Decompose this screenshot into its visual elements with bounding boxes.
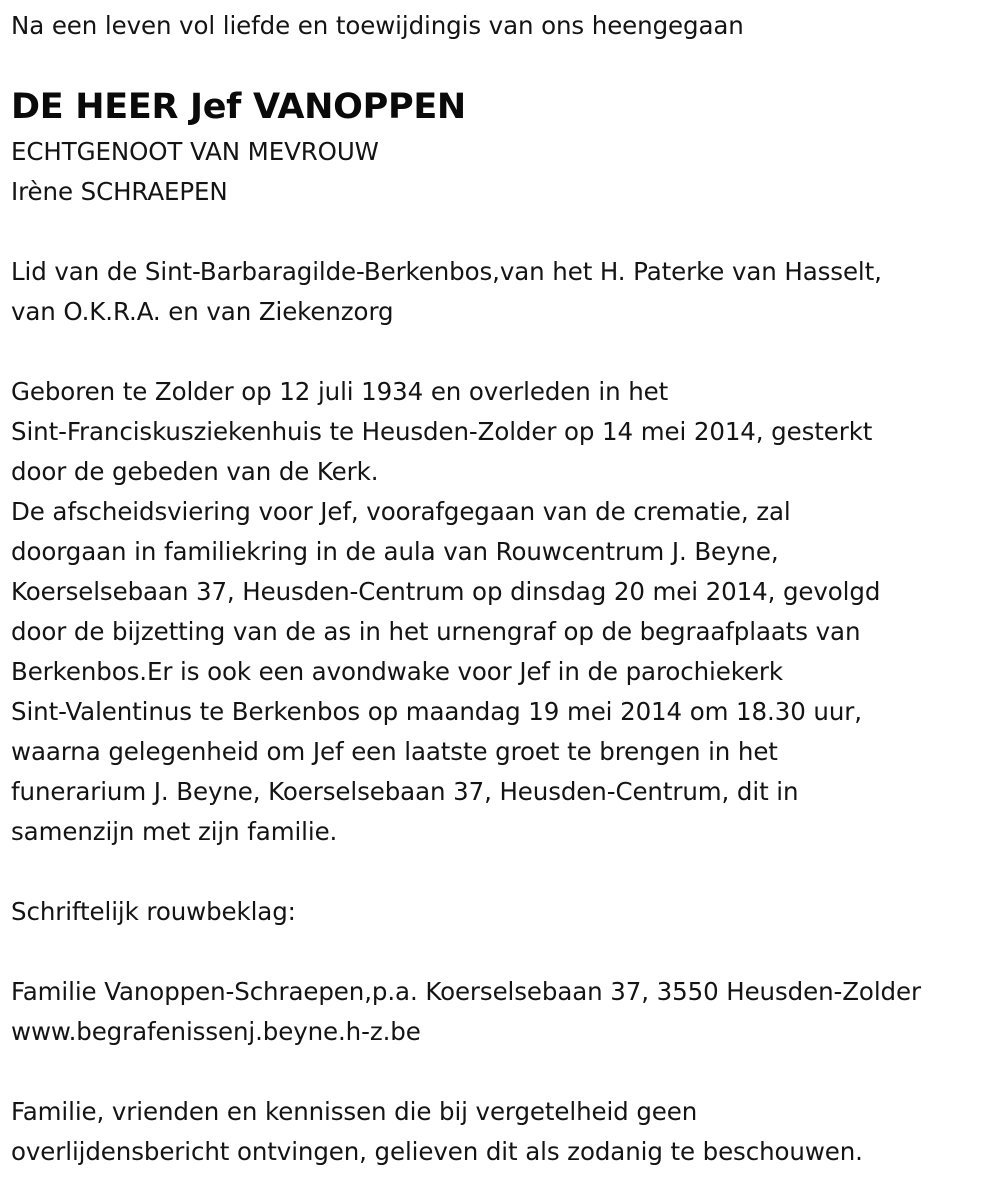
closing-line: overlijdensbericht ontvingen, gelieven dit als zodanig te beschouwen. (11, 1137, 863, 1166)
details-line: door de bijzetting van de as in het urnengraf op de begraafplaats van (11, 617, 861, 646)
family-address: Familie Vanoppen-Schraepen,p.a. Koerselsebaan 37, 3550 Heusden-Zolder (11, 977, 921, 1006)
obituary-notice (11, 0, 996, 1172)
details-line: Geboren te Zolder op 12 juli 1934 en overleden in het (11, 377, 669, 406)
spouse-name: Irène SCHRAEPEN (11, 177, 228, 206)
intro-text: Na een leven vol liefde en toewijdingis van ons heengegaan (11, 11, 744, 40)
details-line: Koerselsebaan 37, Heusden-Centrum op dinsdag 20 mei 2014, gevolgd (11, 577, 881, 606)
spouse-title: ECHTGENOOT VAN MEVROUW (11, 137, 379, 166)
deceased-name: DE HEER Jef VANOPPEN (11, 87, 466, 127)
details-line: De afscheidsviering voor Jef, voorafgegaan van de crematie, zal (11, 497, 791, 526)
membership-line: van O.K.R.A. en van Ziekenzorg (11, 297, 394, 326)
spacer (11, 852, 996, 892)
details-paragraph (11, 372, 996, 852)
details-line: waarna gelegenheid om Jef een laatste groet te brengen in het (11, 737, 778, 766)
details-line: Sint-Valentinus te Berkenbos op maandag 19 mei 2014 om 18.30 uur, (11, 697, 862, 726)
details-line: funerarium J. Beyne, Koerselsebaan 37, Heusden-Centrum, dit in (11, 777, 799, 806)
condolence-heading: Schriftelijk rouwbeklag: (11, 897, 296, 926)
membership-line: Lid van de Sint-Barbaragilde-Berkenbos,van het H. Paterke van Hasselt, (11, 257, 882, 286)
membership-paragraph (11, 252, 996, 332)
closing-line: Familie, vrienden en kennissen die bij vergetelheid geen (11, 1097, 698, 1126)
details-line: samenzijn met zijn familie. (11, 817, 338, 846)
website-text: www.begrafenissenj.beyne.h-z.be (11, 1017, 421, 1046)
spacer (11, 932, 996, 972)
closing-paragraph (11, 1092, 996, 1172)
spacer (11, 212, 996, 252)
details-line: Berkenbos.Er is ook een avondwake voor Jef in de parochiekerk (11, 657, 783, 686)
spacer (11, 1052, 996, 1092)
details-line: door de gebeden van de Kerk. (11, 457, 379, 486)
spacer (11, 332, 996, 372)
details-line: doorgaan in familiekring in de aula van Rouwcentrum J. Beyne, (11, 537, 779, 566)
details-line: Sint-Franciskusziekenhuis te Heusden-Zolder op 14 mei 2014, gesterkt (11, 417, 873, 446)
